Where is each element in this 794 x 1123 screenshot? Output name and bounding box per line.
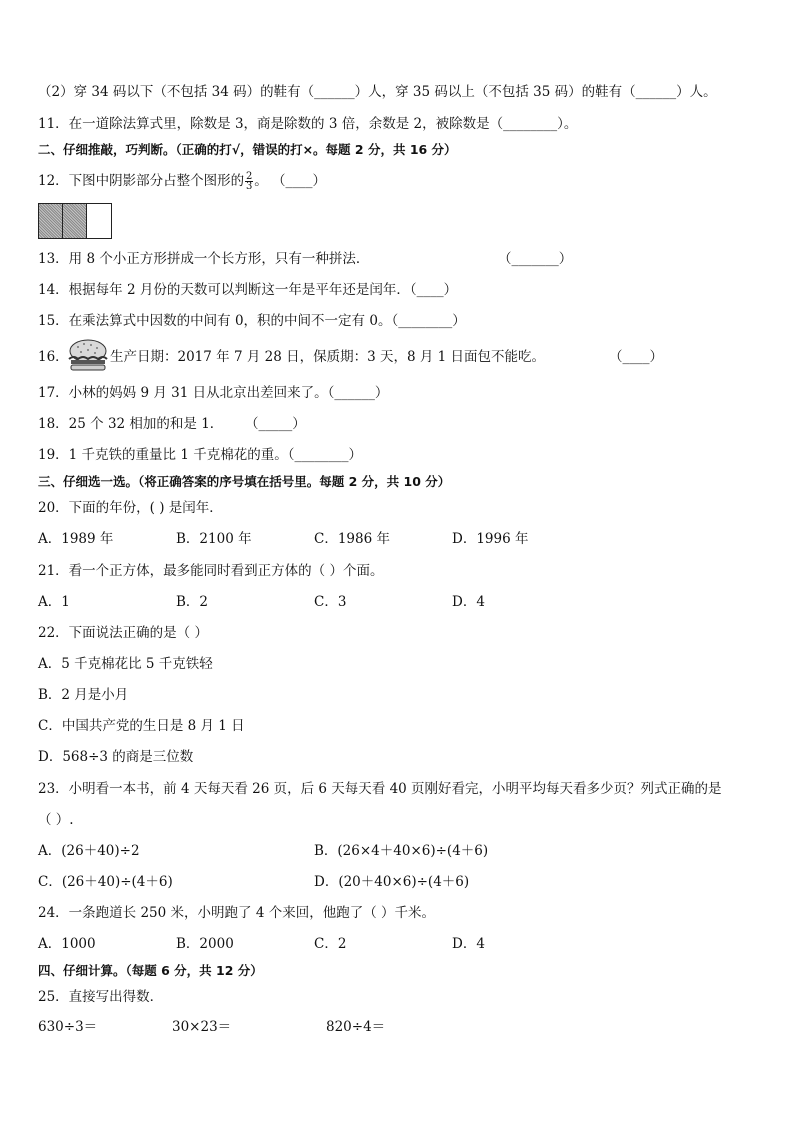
fraction-denominator: 3	[246, 181, 253, 192]
question-20: 20．下面的年份，( ) 是闰年．	[38, 500, 223, 516]
question-18-blank: （_____）	[245, 416, 306, 432]
q22-option-a: A．5 千克棉花比 5 千克铁轻	[38, 656, 213, 672]
q24-option-a: A．1000	[38, 936, 96, 952]
question-17: 17．小林的妈妈 9 月 31 日从北京出差回来了。（______）	[38, 385, 389, 401]
q20-option-b: B．2100 年	[176, 531, 252, 547]
q23-option-d: D．(20＋40×6)÷(4＋6)	[314, 874, 470, 890]
question-13-blank: （_______）	[498, 251, 573, 267]
question-24: 24．一条跑道长 250 米，小明跑了 4 个来回，他跑了（ ）千米。	[38, 905, 435, 921]
question-16-blank: （____）	[609, 349, 663, 365]
blank-cell	[87, 204, 111, 238]
question-23-blank: （ ）.	[38, 812, 74, 828]
question-15: 15．在乘法算式中因数的中间有 0，积的中间不一定有 0。（________）	[38, 313, 466, 329]
q22-option-b: B．2 月是小月	[38, 687, 129, 703]
q25-item-2: 30×23＝	[172, 1019, 232, 1035]
section-4-heading: 四、仔细计算。（每题 6 分，共 12 分）	[38, 963, 263, 978]
fraction	[245, 172, 253, 191]
question-23: 23．小明看一本书，前 4 天每天看 26 页，后 6 天每天看 40 页刚好看完，小明平均每天看多少页？列式正确的是	[38, 781, 722, 797]
q21-option-d: D．4	[452, 594, 485, 610]
question-19: 19．1 千克铁的重量比 1 千克棉花的重。（________）	[38, 447, 362, 463]
q25-item-3: 820÷4＝	[326, 1019, 386, 1035]
question-18: 18．25 个 32 相加的和是 1．	[38, 416, 224, 432]
q22-option-d: D．568÷3 的商是三位数	[38, 749, 194, 765]
q10-part2: （2）穿 34 码以下（不包括 34 码）的鞋有（______）人，穿 35 码以上（不包括 35 码）的鞋有（______）人。	[38, 84, 717, 100]
question-16-number: 16．	[38, 349, 69, 365]
question-16-text: 生产日期：2017 年 7 月 28 日，保质期：3 天，8 月 1 日面包不能吃。	[110, 349, 546, 365]
q23-option-b: B．(26×4＋40×6)÷(4＋6)	[314, 843, 489, 859]
question-12-blank: 。 （____）	[254, 173, 326, 189]
hamburger-icon	[66, 338, 110, 372]
question-13: 13．用 8 个小正方形拼成一个长方形，只有一种拼法．	[38, 251, 370, 267]
q25-item-1: 630÷3＝	[38, 1019, 98, 1035]
q23-option-a: A．(26＋40)÷2	[38, 843, 140, 859]
question-14: 14．根据每年 2 月份的天数可以判断这一年是平年还是闰年．（____）	[38, 282, 458, 298]
shaded-cell	[39, 204, 63, 238]
fraction-numerator: 2	[246, 171, 253, 182]
question-11: 11．在一道除法算式里，除数是 3，商是除数的 3 倍，余数是 2，被除数是（________）。	[38, 116, 578, 132]
section-2-heading: 二、仔细推敲，巧判断。（正确的打√，错误的打×。每题 2 分，共 16 分）	[38, 142, 457, 157]
section-3-heading: 三、仔细选一选。（将正确答案的序号填在括号里。每题 2 分，共 10 分）	[38, 474, 451, 489]
shaded-cell	[63, 204, 87, 238]
question-12	[38, 172, 326, 191]
q23-option-c: C．(26＋40)÷(4＋6)	[38, 874, 173, 890]
q22-option-c: C．中国共产党的生日是 8 月 1 日	[38, 718, 245, 734]
q20-option-a: A．1989 年	[38, 531, 114, 547]
shaded-rectangle-figure	[38, 203, 112, 239]
question-25: 25．直接写出得数．	[38, 989, 164, 1005]
question-22: 22．下面说法正确的是（ ）	[38, 625, 208, 641]
q20-option-c: C．1986 年	[314, 531, 390, 547]
q21-option-b: B．2	[176, 594, 209, 610]
q21-option-a: A．1	[38, 594, 70, 610]
q20-option-d: D．1996 年	[452, 531, 529, 547]
q24-option-d: D．4	[452, 936, 485, 952]
q21-option-c: C．3	[314, 594, 347, 610]
q24-option-b: B．2000	[176, 936, 234, 952]
q24-option-c: C．2	[314, 936, 347, 952]
question-12-text: 12．下图中阴影部分占整个图形的	[38, 173, 245, 189]
question-21: 21．看一个正方体，最多能同时看到正方体的（ ）个面。	[38, 563, 384, 579]
